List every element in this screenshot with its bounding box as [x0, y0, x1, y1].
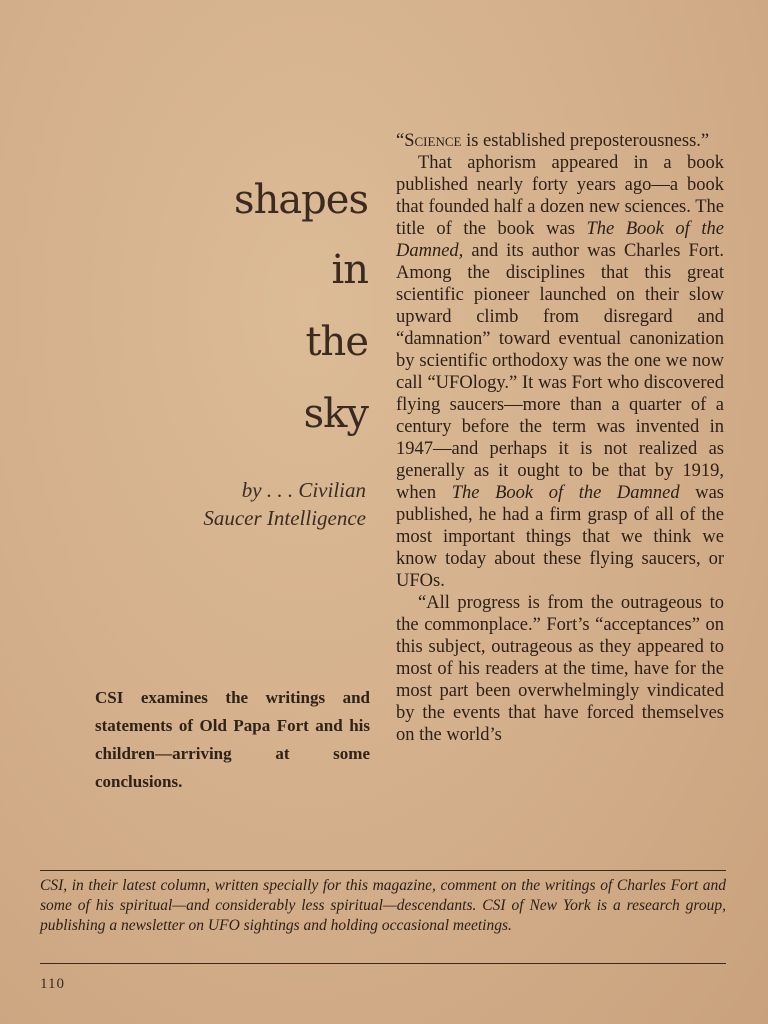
book-title: The Book of the Damned [451, 483, 680, 503]
title-word-sky: sky [303, 391, 368, 437]
page-number: 110 [40, 976, 65, 992]
divider-top [40, 870, 726, 871]
book-title: The Book of the Damned, [396, 219, 724, 261]
byline-line-1: by . . . Civilian [241, 478, 366, 502]
byline-line-2: Saucer Intelligence [203, 506, 366, 530]
drop-smallcaps: Science [404, 131, 462, 151]
divider-bottom [40, 963, 726, 964]
title-word-shapes: shapes [234, 177, 368, 223]
byline [203, 476, 366, 532]
editor-note-text: CSI, in their latest column, written specially for this magazine, comment on the writings of Charles Fort and some of his spiritual—and considerably less spiritual—descendants. CSI of New York is a research group, publishing a newsletter on UFO sightings and holding occasional meetings. [40, 877, 726, 934]
editor-note [40, 876, 726, 936]
body-paragraph-1: “Science is established preposterousness.” [396, 131, 710, 151]
blurb-text: CSI examines the writings and statements of Old Papa Fort and his children—arriving at some conclusions. [95, 688, 370, 791]
title-word-in: in [331, 247, 368, 293]
article-body [396, 130, 724, 746]
article-blurb [95, 684, 370, 796]
body-paragraph-3: “All progress is from the outrageous to the commonplace.” Fort’s “acceptances” on this subject, outrageous as they appeared to most of his readers at the time, have for the most part been overwhelmingly vindicated by the events that have forced themselves on the world’s [396, 593, 724, 745]
title-word-the: the [305, 319, 368, 365]
body-paragraph-2: That aphorism appeared in a book published nearly forty years ago—a book that founded half a dozen new sciences. The title of the book was The Book of the Damned, and its author was Charles Fort. Among the disciplines that this great scientific pioneer launched on their slow upward climb from disregard and “damnation” toward eventual canonization by scientific orthodoxy was the one we now call “UFOlogy.” It was Fort who discovered flying saucers—more than a quarter of a century before the term was invented in 1947—and perhaps it is not realized as generally as it ought to be that by 1919, when The Book of the Damned was published, he had a firm grasp of all of the most important things that we think we know today about these flying saucers, or UFOs. [396, 153, 724, 591]
